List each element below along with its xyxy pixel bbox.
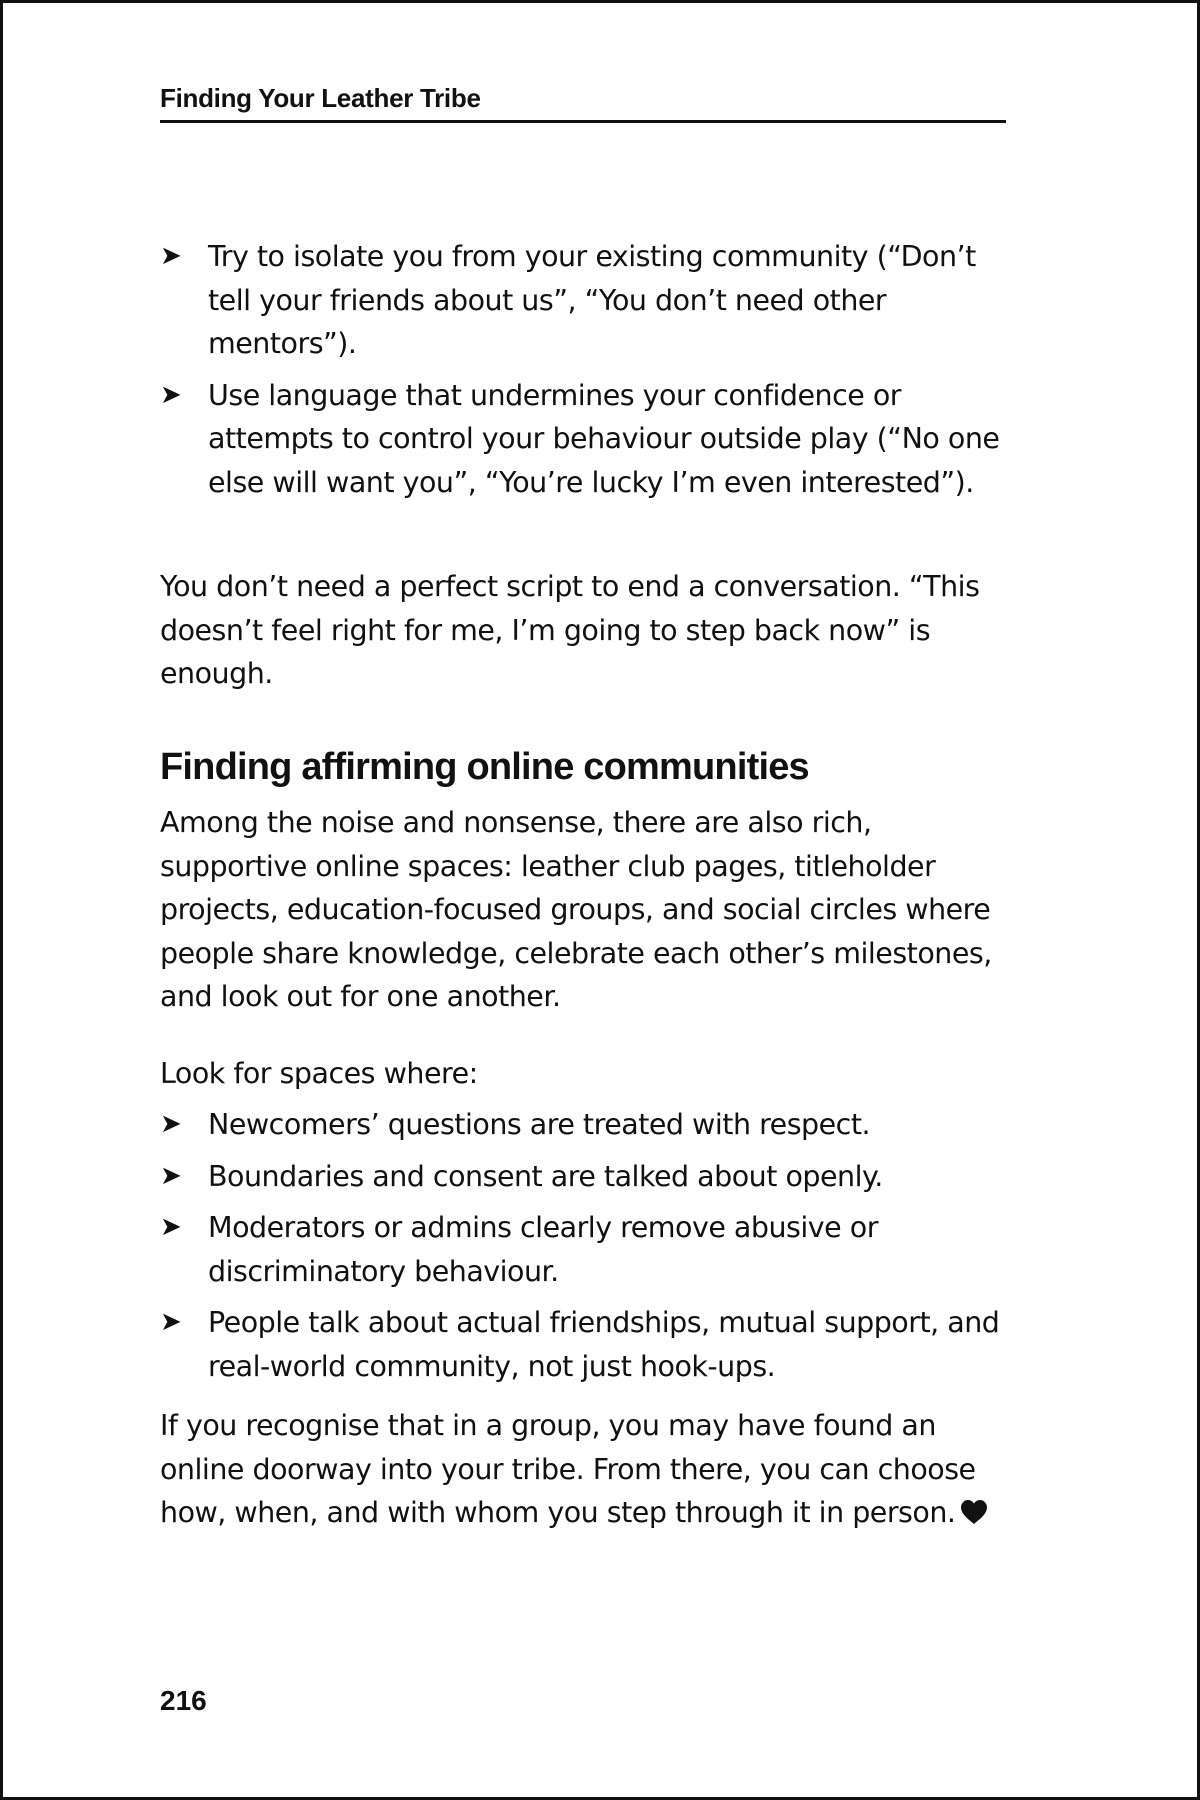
closing-paragraph-text: If you recognise that in a group, you may have found an online doorway into your tribe. From there, you can choose how, when, and with whom you step through it in person. bbox=[160, 1409, 976, 1529]
arrow-bullet-icon: ➤ bbox=[160, 1160, 182, 1191]
page-number: 216 bbox=[160, 1685, 207, 1716]
list-item-text: Use language that undermines your confidence or attempts to control your behaviour outside play (“No one else will want you”, “You’re lucky I’m even interested”). bbox=[208, 378, 1000, 499]
affirming-spaces-list bbox=[160, 1103, 1006, 1396]
running-header bbox=[160, 81, 1006, 123]
closing-paragraph bbox=[160, 1404, 1006, 1535]
list-item bbox=[160, 374, 1006, 505]
heart-icon bbox=[959, 1499, 989, 1525]
list-item-text: Newcomers’ questions are treated with respect. bbox=[208, 1108, 871, 1141]
arrow-bullet-icon: ➤ bbox=[160, 241, 182, 271]
section-heading: Finding affirming online communities bbox=[160, 746, 809, 788]
body-paragraph: You don’t need a perfect script to end a conversation. “This doesn’t feel right for me, I’m going to step back now” is enough. bbox=[160, 570, 980, 690]
list-item bbox=[160, 1206, 1006, 1293]
warning-signs-list bbox=[160, 235, 1006, 512]
arrow-bullet-icon: ➤ bbox=[160, 1212, 182, 1242]
arrow-bullet-icon: ➤ bbox=[160, 1109, 182, 1139]
list-item-text: People talk about actual friendships, mutual support, and real-world community, not just hook-ups. bbox=[208, 1306, 1000, 1383]
list-item bbox=[160, 1301, 1006, 1388]
body-paragraph: Among the noise and nonsense, there are also rich, supportive online spaces: leather club pages, titleholder projects, education-focused groups, and social circles where people share knowledge, celebrate each other’s milestones, and look out for one another. bbox=[160, 806, 992, 1013]
list-intro: Look for spaces where: bbox=[160, 1057, 478, 1090]
list-item-text: Try to isolate you from your existing community (“Don’t tell your friends about us”, “You don’t need other mentors”). bbox=[208, 240, 976, 360]
list-item bbox=[160, 1103, 1006, 1147]
running-title: Finding Your Leather Tribe bbox=[160, 83, 481, 113]
arrow-bullet-icon: ➤ bbox=[160, 379, 182, 410]
list-item-text: Boundaries and consent are talked about openly. bbox=[208, 1159, 883, 1193]
list-item bbox=[160, 235, 1006, 366]
arrow-bullet-icon: ➤ bbox=[160, 1307, 182, 1337]
list-item-text: Moderators or admins clearly remove abusive or discriminatory behaviour. bbox=[208, 1211, 878, 1288]
list-item bbox=[160, 1155, 1006, 1199]
